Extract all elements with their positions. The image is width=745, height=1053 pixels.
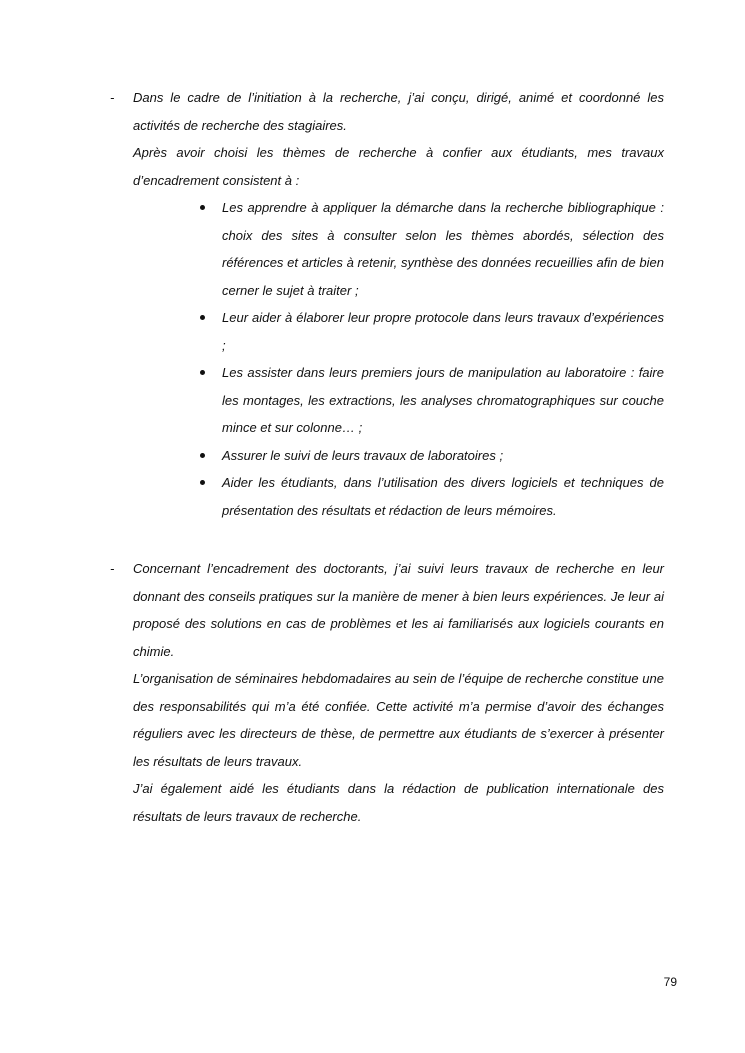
list-item: [0, 194, 745, 304]
list-item-text: Leur aider à élaborer leur propre protocole dans leurs travaux d’expériences ;: [222, 310, 664, 353]
list-item: [0, 469, 745, 524]
intro-paragraph: Dans le cadre de l’initiation à la recherche, j’ai conçu, dirigé, animé et coordonné les activités de recherche des stagiaires.: [133, 90, 664, 133]
list-dash-marker: -: [110, 90, 115, 105]
list-item: [0, 304, 745, 359]
list-item-text: Les assister dans leurs premiers jours de manipulation au laboratoire : faire les montages, les extractions, les analyses chromatographiques sur couche mince et sur colonne… ;: [222, 365, 664, 435]
list-item-text: Les apprendre à appliquer la démarche dans la recherche bibliographique : choix des sites à consulter selon les thèmes abordés, sélection des références et articles à retenir, synthèse des données recueillies afin de bien cerner le sujet à traiter ;: [222, 200, 664, 298]
supervision-task-list: [0, 194, 745, 524]
list-item: [0, 359, 745, 442]
bullet-dot-icon: [200, 370, 205, 375]
list-dash-marker: -: [110, 561, 115, 576]
bullet-dot-icon: [200, 315, 205, 320]
list-item-text: Assurer le suivi de leurs travaux de laboratoires ;: [222, 447, 504, 463]
seminars-paragraph: L’organisation de séminaires hebdomadaires au sein de l’équipe de recherche constitue une des responsabilités qui m’a été confiée. Cette activité m’a permise d’avoir des échanges réguliers avec les directeurs de thèse, de permettre aux étudiants de s’exercer à présenter les résultats de leurs travaux.: [133, 671, 664, 769]
lead-paragraph: Après avoir choisi les thèmes de recherche à confier aux étudiants, mes travaux d’encadrement consistent à :: [133, 145, 664, 188]
bullet-dot-icon: [200, 205, 205, 210]
doctoral-paragraph: Concernant l’encadrement des doctorants, j’ai suivi leurs travaux de recherche en leur donnant des conseils pratiques sur la manière de mener à bien leurs expériences. Je leur ai proposé des solutions en cas de problèmes et les ai familiarisés aux logiciels courants en chimie.: [133, 561, 664, 659]
publication-paragraph: J’ai également aidé les étudiants dans la rédaction de publication internationale des résultats de leurs travaux de recherche.: [133, 781, 664, 824]
list-item-text: Aider les étudiants, dans l’utilisation des divers logiciels et techniques de présentation des résultats et rédaction de leurs mémoires.: [222, 475, 664, 518]
bullet-dot-icon: [200, 480, 205, 485]
bullet-dot-icon: [200, 453, 205, 458]
list-item: [0, 442, 745, 470]
page-number: 79: [663, 975, 677, 989]
